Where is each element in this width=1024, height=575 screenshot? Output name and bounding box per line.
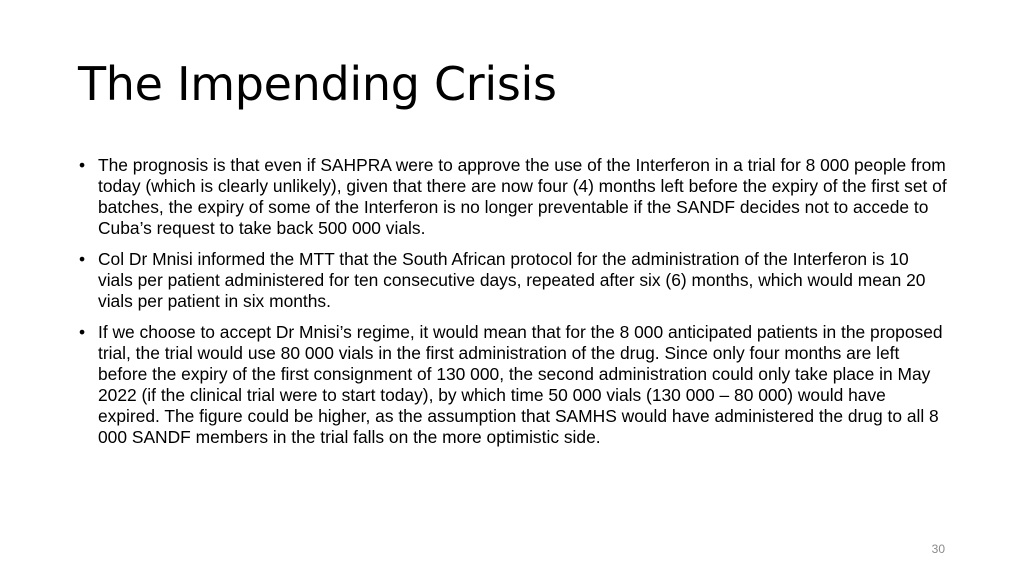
bullet-text: The prognosis is that even if SAHPRA were to approve the use of the Interferon in a trial for 8 000 people from today (which is clearly unlikely), given that there are now four (4) months left before the expiry of the first set of batches, the expiry of some of the Interferon is no longer preventable if the SANDF decides not to accede to Cuba’s request to take back 500 000 vials.: [98, 155, 947, 238]
bullet-text: If we choose to accept Dr Mnisi’s regime, it would mean that for the 8 000 anticipated patients in the proposed trial, the trial would use 80 000 vials in the first administration of the drug. Since only four months are left before the expiry of the first consignment of 130 000, the second administration could only take place in May 2022 (if the clinical trial were to start today), by which time 50 000 vials (130 000 – 80 000) would have expired. The figure could be higher, as the assumption that SAMHS would have administered the drug to all 8 000 SANDF members in the trial falls on the more optimistic side.: [98, 322, 943, 447]
bullet-icon: •: [79, 155, 86, 175]
bullet-item: [78, 322, 948, 448]
page-number: 30: [931, 542, 945, 556]
bullet-icon: •: [79, 322, 86, 342]
bullet-item: [78, 249, 948, 312]
bullet-text: Col Dr Mnisi informed the MTT that the South African protocol for the administration of the Interferon is 10 vials per patient administered for ten consecutive days, repeated after six (6) months, which would mean 20 vials per patient in six months.: [98, 249, 926, 311]
bullet-list: [78, 155, 948, 458]
slide-title: The Impending Crisis: [78, 57, 557, 111]
bullet-item: [78, 155, 948, 239]
bullet-icon: •: [79, 249, 86, 269]
